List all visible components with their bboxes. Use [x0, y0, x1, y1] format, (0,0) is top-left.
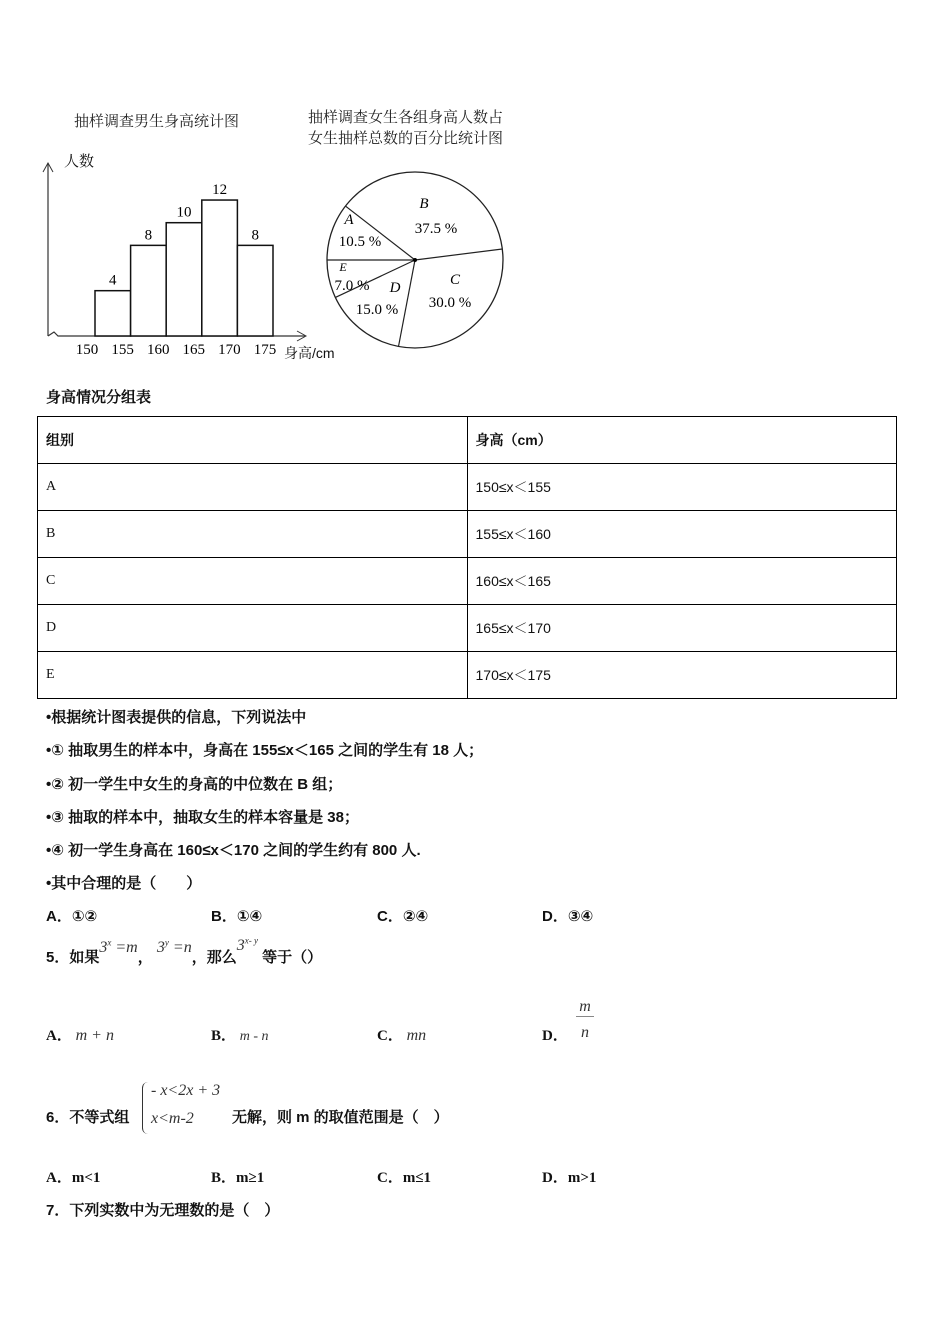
pie-slice-percent: 7.0 %: [334, 278, 370, 294]
cell-range: 155≤x＜160: [467, 511, 897, 558]
q5-option-c[interactable]: [377, 1024, 426, 1045]
pie-slice-percent: 10.5 %: [338, 234, 382, 250]
option-label: A．: [46, 1028, 72, 1044]
table-row: [38, 558, 897, 605]
option-label: C．: [377, 1028, 403, 1044]
table-row: [38, 605, 897, 652]
fraction-denominator: n: [581, 1024, 589, 1041]
fraction-numerator: m: [576, 998, 594, 1017]
histogram-bar: [131, 245, 167, 336]
q4-statement-1: •① 抽取男生的样本中，身高在 155≤x＜165 之间的学生有 18 人；: [46, 742, 484, 759]
q5-option-b[interactable]: [211, 1024, 269, 1045]
pie-slice-label: B: [419, 196, 429, 212]
bar-value-label: 10: [176, 204, 192, 221]
q6-option-a[interactable]: A．m<1: [46, 1170, 101, 1186]
histogram-bar: [202, 200, 238, 336]
brace: [142, 1082, 149, 1134]
q5-option-a[interactable]: [46, 1024, 114, 1045]
q5-eq: =m: [111, 939, 138, 956]
q5-mid: ，那么: [191, 949, 237, 966]
question-7: 7．下列实数中为无理数的是（ ）: [46, 1202, 280, 1219]
q4-statement-2: •② 初一学生中女生的身高的中位数在 B 组；: [46, 776, 343, 793]
histogram-bar: [237, 245, 273, 336]
q6-inequality-1: - x<2x + 3: [151, 1082, 221, 1099]
pie-slice-percent: 15.0 %: [355, 302, 399, 318]
q6-option-d[interactable]: D．m>1: [542, 1170, 597, 1186]
q5-base2: 3: [156, 939, 165, 956]
cell-range: 165≤x＜170: [467, 605, 897, 652]
pie-slice-label: D: [389, 280, 401, 296]
cell-range: 160≤x＜165: [467, 558, 897, 605]
q5-base3: 3: [236, 937, 245, 954]
q6-option-b[interactable]: B．m≥1: [211, 1170, 265, 1186]
charts-figure: [0, 0, 560, 380]
pie-chart-title-1: 抽样调查女生各组身高人数占: [308, 109, 504, 126]
q5-exp2: y: [164, 937, 169, 948]
q4-prompt: •其中合理的是（ ）: [46, 875, 202, 892]
q6-option-c[interactable]: C．m≤1: [377, 1170, 432, 1186]
table-row: [38, 511, 897, 558]
table-header-row: [38, 417, 897, 464]
option-expr: mn: [406, 1027, 427, 1044]
q4-statement-4: •④ 初一学生身高在 160≤x＜170 之间的学生约有 800 人.: [46, 842, 421, 859]
x-tick-label: 165: [182, 342, 206, 358]
option-label: B．: [211, 1028, 237, 1044]
q5-suffix: 等于（）: [262, 949, 323, 966]
bar-chart-title: 抽样调查男生身高统计图: [74, 113, 240, 130]
x-tick-label: 175: [253, 342, 277, 358]
option-expr: m + n: [75, 1027, 114, 1044]
bar-value-label: 8: [144, 227, 153, 244]
y-axis-label: 人数: [64, 153, 95, 170]
q5-sep: ，: [137, 949, 153, 966]
q5-exp3: x- y: [244, 935, 258, 946]
q5-prefix: 5．如果: [46, 949, 100, 966]
pie-slice-percent: 37.5 %: [414, 221, 458, 237]
x-tick-label: 155: [111, 342, 134, 358]
option-expr: m - n: [239, 1029, 269, 1044]
q5-option-d[interactable]: [542, 1024, 568, 1045]
table-row: [38, 652, 897, 699]
cell-group: E: [38, 652, 468, 699]
bar-value-label: 4: [109, 272, 117, 289]
x-axis-label: 身高/cm: [284, 345, 335, 361]
q5-base: 3: [99, 939, 108, 956]
x-tick-label: 170: [218, 342, 241, 358]
cell-group: D: [38, 605, 468, 652]
pie-slice-label: A: [344, 212, 354, 228]
pie-slice-label: E: [339, 260, 347, 274]
histogram-bar: [95, 291, 131, 336]
q6-prefix: 6．不等式组: [46, 1109, 130, 1126]
q4-option-c[interactable]: C．②④: [377, 908, 429, 925]
pie-chart-title-2: 女生抽样总数的百分比统计图: [308, 130, 504, 147]
q4-statement-3: •③ 抽取的样本中，抽取女生的样本容量是 38；: [46, 809, 359, 826]
histogram-bar: [166, 223, 202, 336]
cell-group: B: [38, 511, 468, 558]
pie-slice-percent: 30.0 %: [428, 295, 472, 311]
q4-option-d[interactable]: D．③④: [542, 908, 594, 925]
header-height: 身高（cm）: [467, 417, 897, 464]
q6-suffix: 无解，则 m 的取值范围是（ ）: [232, 1109, 449, 1126]
cell-group: A: [38, 464, 468, 511]
cell-range: 150≤x＜155: [467, 464, 897, 511]
cell-range: 170≤x＜175: [467, 652, 897, 699]
cell-group: C: [38, 558, 468, 605]
pie-center: [413, 258, 417, 262]
bar-value-label: 12: [212, 182, 228, 199]
q4-option-a[interactable]: A．①②: [46, 908, 98, 925]
pie-slice-label: C: [449, 272, 461, 288]
q4-option-b[interactable]: B．①④: [211, 908, 263, 925]
table-caption: 身高情况分组表: [46, 389, 152, 406]
question-5: [46, 935, 323, 967]
table-row: [38, 464, 897, 511]
q5-exp: x: [107, 937, 112, 948]
q6-inequality-2: x<m-2: [151, 1110, 194, 1127]
bar-value-label: 8: [251, 227, 259, 244]
header-group: 组别: [38, 417, 468, 464]
height-group-table: [37, 416, 897, 699]
q5-eq2: =n: [168, 939, 192, 956]
option-label: D．: [542, 1028, 568, 1044]
x-tick-label: 160: [146, 342, 170, 358]
q4-line: •根据统计图表提供的信息，下列说法中: [46, 709, 307, 726]
x-tick-label: 150: [75, 342, 99, 358]
